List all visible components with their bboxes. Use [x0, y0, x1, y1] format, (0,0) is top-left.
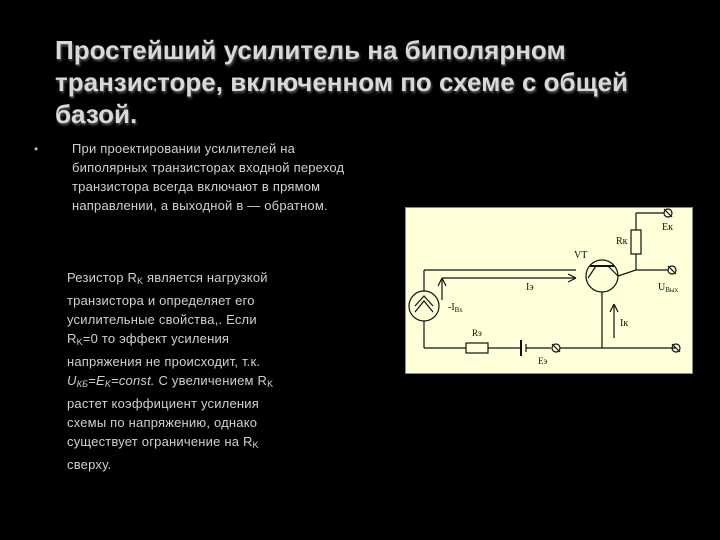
para-line-10: сверху. — [67, 457, 112, 472]
slide-title: Простейший усилитель на биполярном транзисторе, включенном по схеме с общей базой. — [55, 35, 628, 129]
label-ik: Iк — [620, 318, 629, 329]
explanation-text — [67, 268, 327, 474]
label-uout — [658, 282, 679, 294]
para-line-3: усилительные свойства,. Если — [67, 312, 257, 327]
text-run: существует ограничение на R — [67, 434, 253, 449]
label-ib-main: -I — [448, 302, 455, 313]
text-run: =E — [88, 373, 105, 388]
subscript: K — [252, 440, 259, 450]
para-line-9 — [67, 432, 327, 455]
label-uout-sub: Вых — [665, 286, 679, 294]
para-line-8: схемы по напряжению, однако — [67, 415, 258, 430]
para-line-7: растет коэффициент усиления — [67, 396, 259, 411]
subscript: K — [267, 379, 274, 389]
text-run: U — [67, 373, 77, 388]
subscript: КБ — [76, 379, 89, 389]
para-line-2: транзистора и определяет его — [67, 293, 255, 308]
para-line-4 — [67, 329, 327, 352]
text-run: R — [67, 331, 77, 346]
label-vt: VT — [574, 250, 588, 261]
resistor-rk — [631, 230, 641, 254]
label-re: Rэ — [472, 328, 482, 338]
para-line-6 — [67, 371, 327, 394]
label-ib-sub: Вх — [454, 306, 463, 314]
label-rk: Rк — [616, 236, 628, 247]
subscript: K — [137, 276, 144, 286]
subscript: K — [104, 379, 112, 389]
text-run: =0 то эффект усиления — [82, 331, 230, 346]
para-line-1 — [67, 268, 327, 291]
label-ek: Eк — [662, 222, 673, 233]
text-run: является нагрузкой — [143, 270, 268, 285]
circuit-schematic — [406, 208, 692, 373]
transistor-icon — [586, 260, 618, 292]
label-ie: Iэ — [526, 282, 534, 293]
text-run: =const. — [111, 373, 155, 388]
bullet-text: При проектировании усилителей на биполярных транзисторах входной переход транзистора всегда включают в прямом направлении, а выходной в — обратном. — [72, 141, 345, 213]
subscript: K — [76, 337, 83, 347]
wire-collector — [618, 270, 636, 276]
label-ib — [448, 302, 463, 314]
para-line-5: напряжения не происходит, т.к. — [67, 354, 261, 369]
bullet-icon: • — [34, 142, 39, 156]
circuit-diagram — [405, 207, 693, 374]
resistor-re — [466, 343, 488, 353]
text-run: Резистор R — [67, 270, 138, 285]
label-uout-main: U — [658, 282, 666, 293]
text-run: С увеличением R — [154, 373, 268, 388]
label-ee: Eэ — [538, 356, 548, 366]
